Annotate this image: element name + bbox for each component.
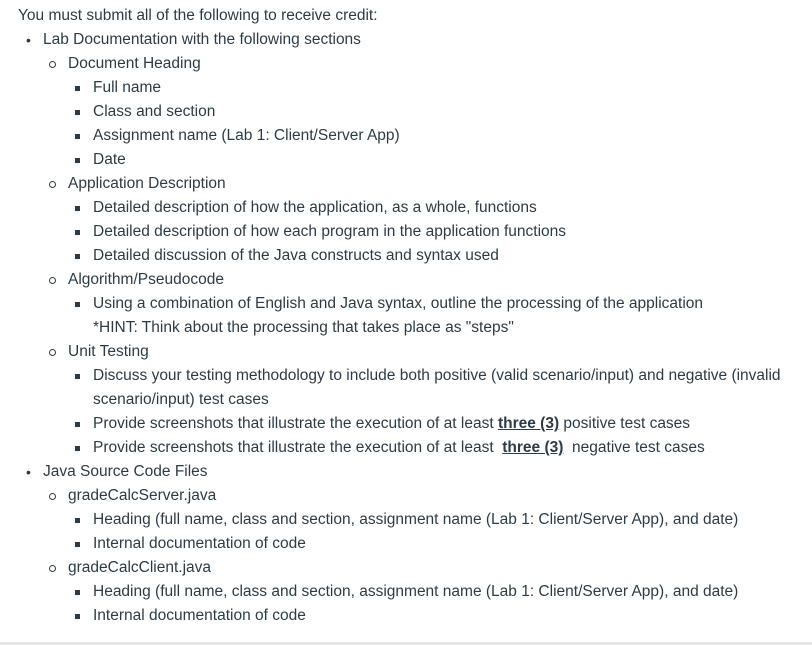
item-label: Internal documentation of code — [93, 607, 306, 624]
circle-bullet — [49, 181, 56, 188]
disc-bullet: • — [26, 464, 31, 480]
square-bullet — [75, 302, 80, 307]
item-label: Internal documentation of code — [93, 535, 306, 552]
item-label: Assignment name (Lab 1: Client/Server App) — [93, 127, 400, 144]
item-label: Detailed description of how each program in the application functions — [93, 223, 567, 240]
list-item — [18, 100, 808, 124]
square-bullet — [75, 518, 80, 523]
list-item — [18, 604, 808, 628]
item-label: gradeCalcClient.java — [68, 559, 212, 576]
list-item — [18, 148, 808, 172]
square-bullet — [75, 158, 80, 163]
list-item — [18, 364, 808, 388]
list-item — [18, 508, 808, 532]
square-bullet — [75, 374, 80, 379]
list-item-java-source — [18, 460, 808, 484]
list-item-unit-testing — [18, 340, 808, 364]
item-label-prefix: Provide screenshots that illustrate the execution of at least — [93, 439, 503, 456]
item-label: Detailed discussion of the Java constructs and syntax used — [93, 247, 499, 264]
item-label: Discuss your testing methodology to include both positive (valid scenario/input) and negative (invalid — [93, 367, 781, 384]
list-item — [18, 292, 808, 316]
list-item — [18, 244, 808, 268]
item-label-prefix: Provide screenshots that illustrate the execution of at least — [93, 415, 498, 432]
item-label: Full name — [93, 79, 162, 96]
item-continuation: scenario/input) test cases — [93, 391, 269, 408]
disc-bullet: • — [26, 32, 31, 48]
item-label: Class and section — [93, 103, 216, 120]
square-bullet — [75, 206, 80, 211]
square-bullet — [75, 422, 80, 427]
intro-text: You must submit all of the following to receive credit: — [18, 7, 378, 24]
circle-bullet — [49, 493, 56, 500]
item-label-suffix: negative test cases — [563, 439, 705, 456]
circle-bullet — [49, 277, 56, 284]
hint-text: *HINT: Think about the processing that takes place as "steps" — [93, 319, 514, 336]
item-label: Heading (full name, class and section, assignment name (Lab 1: Client/Server App), and date) — [93, 511, 739, 528]
circle-bullet — [49, 349, 56, 356]
list-item — [18, 124, 808, 148]
list-item-client-file — [18, 556, 808, 580]
list-item-lab-documentation — [18, 28, 808, 52]
square-bullet — [75, 230, 80, 235]
item-label: Algorithm/Pseudocode — [68, 271, 224, 288]
item-label: Application Description — [68, 175, 226, 192]
list-item-algorithm — [18, 268, 808, 292]
item-label: Unit Testing — [68, 343, 149, 360]
list-item — [18, 220, 808, 244]
square-bullet — [75, 446, 80, 451]
item-label: Heading (full name, class and section, assignment name (Lab 1: Client/Server App), and date) — [93, 583, 739, 600]
square-bullet — [75, 614, 80, 619]
list-item — [18, 580, 808, 604]
item-label: gradeCalcServer.java — [68, 487, 217, 504]
list-item-server-file — [18, 484, 808, 508]
list-item — [18, 76, 808, 100]
square-bullet — [75, 590, 80, 595]
requirements-content — [18, 0, 808, 628]
list-item — [18, 196, 808, 220]
emphasis-three: three (3) — [497, 415, 560, 432]
item-label-suffix: positive test cases — [559, 415, 691, 432]
square-bullet — [75, 542, 80, 547]
square-bullet — [75, 134, 80, 139]
square-bullet — [75, 110, 80, 115]
list-item — [18, 436, 808, 460]
item-label: Date — [93, 151, 126, 168]
list-item — [18, 412, 808, 436]
item-label: Lab Documentation with the following sections — [43, 31, 361, 48]
emphasis-three: three (3) — [502, 439, 564, 456]
circle-bullet — [49, 61, 56, 68]
item-label: Detailed description of how the application, as a whole, functions — [93, 199, 537, 216]
list-item-document-heading — [18, 52, 808, 76]
item-label: Java Source Code Files — [43, 463, 208, 480]
square-bullet — [75, 86, 80, 91]
square-bullet — [75, 254, 80, 259]
list-item — [18, 532, 808, 556]
circle-bullet — [49, 565, 56, 572]
list-item-application-description — [18, 172, 808, 196]
item-label: Using a combination of English and Java syntax, outline the processing of the application — [93, 295, 704, 312]
item-label: Document Heading — [68, 55, 201, 72]
